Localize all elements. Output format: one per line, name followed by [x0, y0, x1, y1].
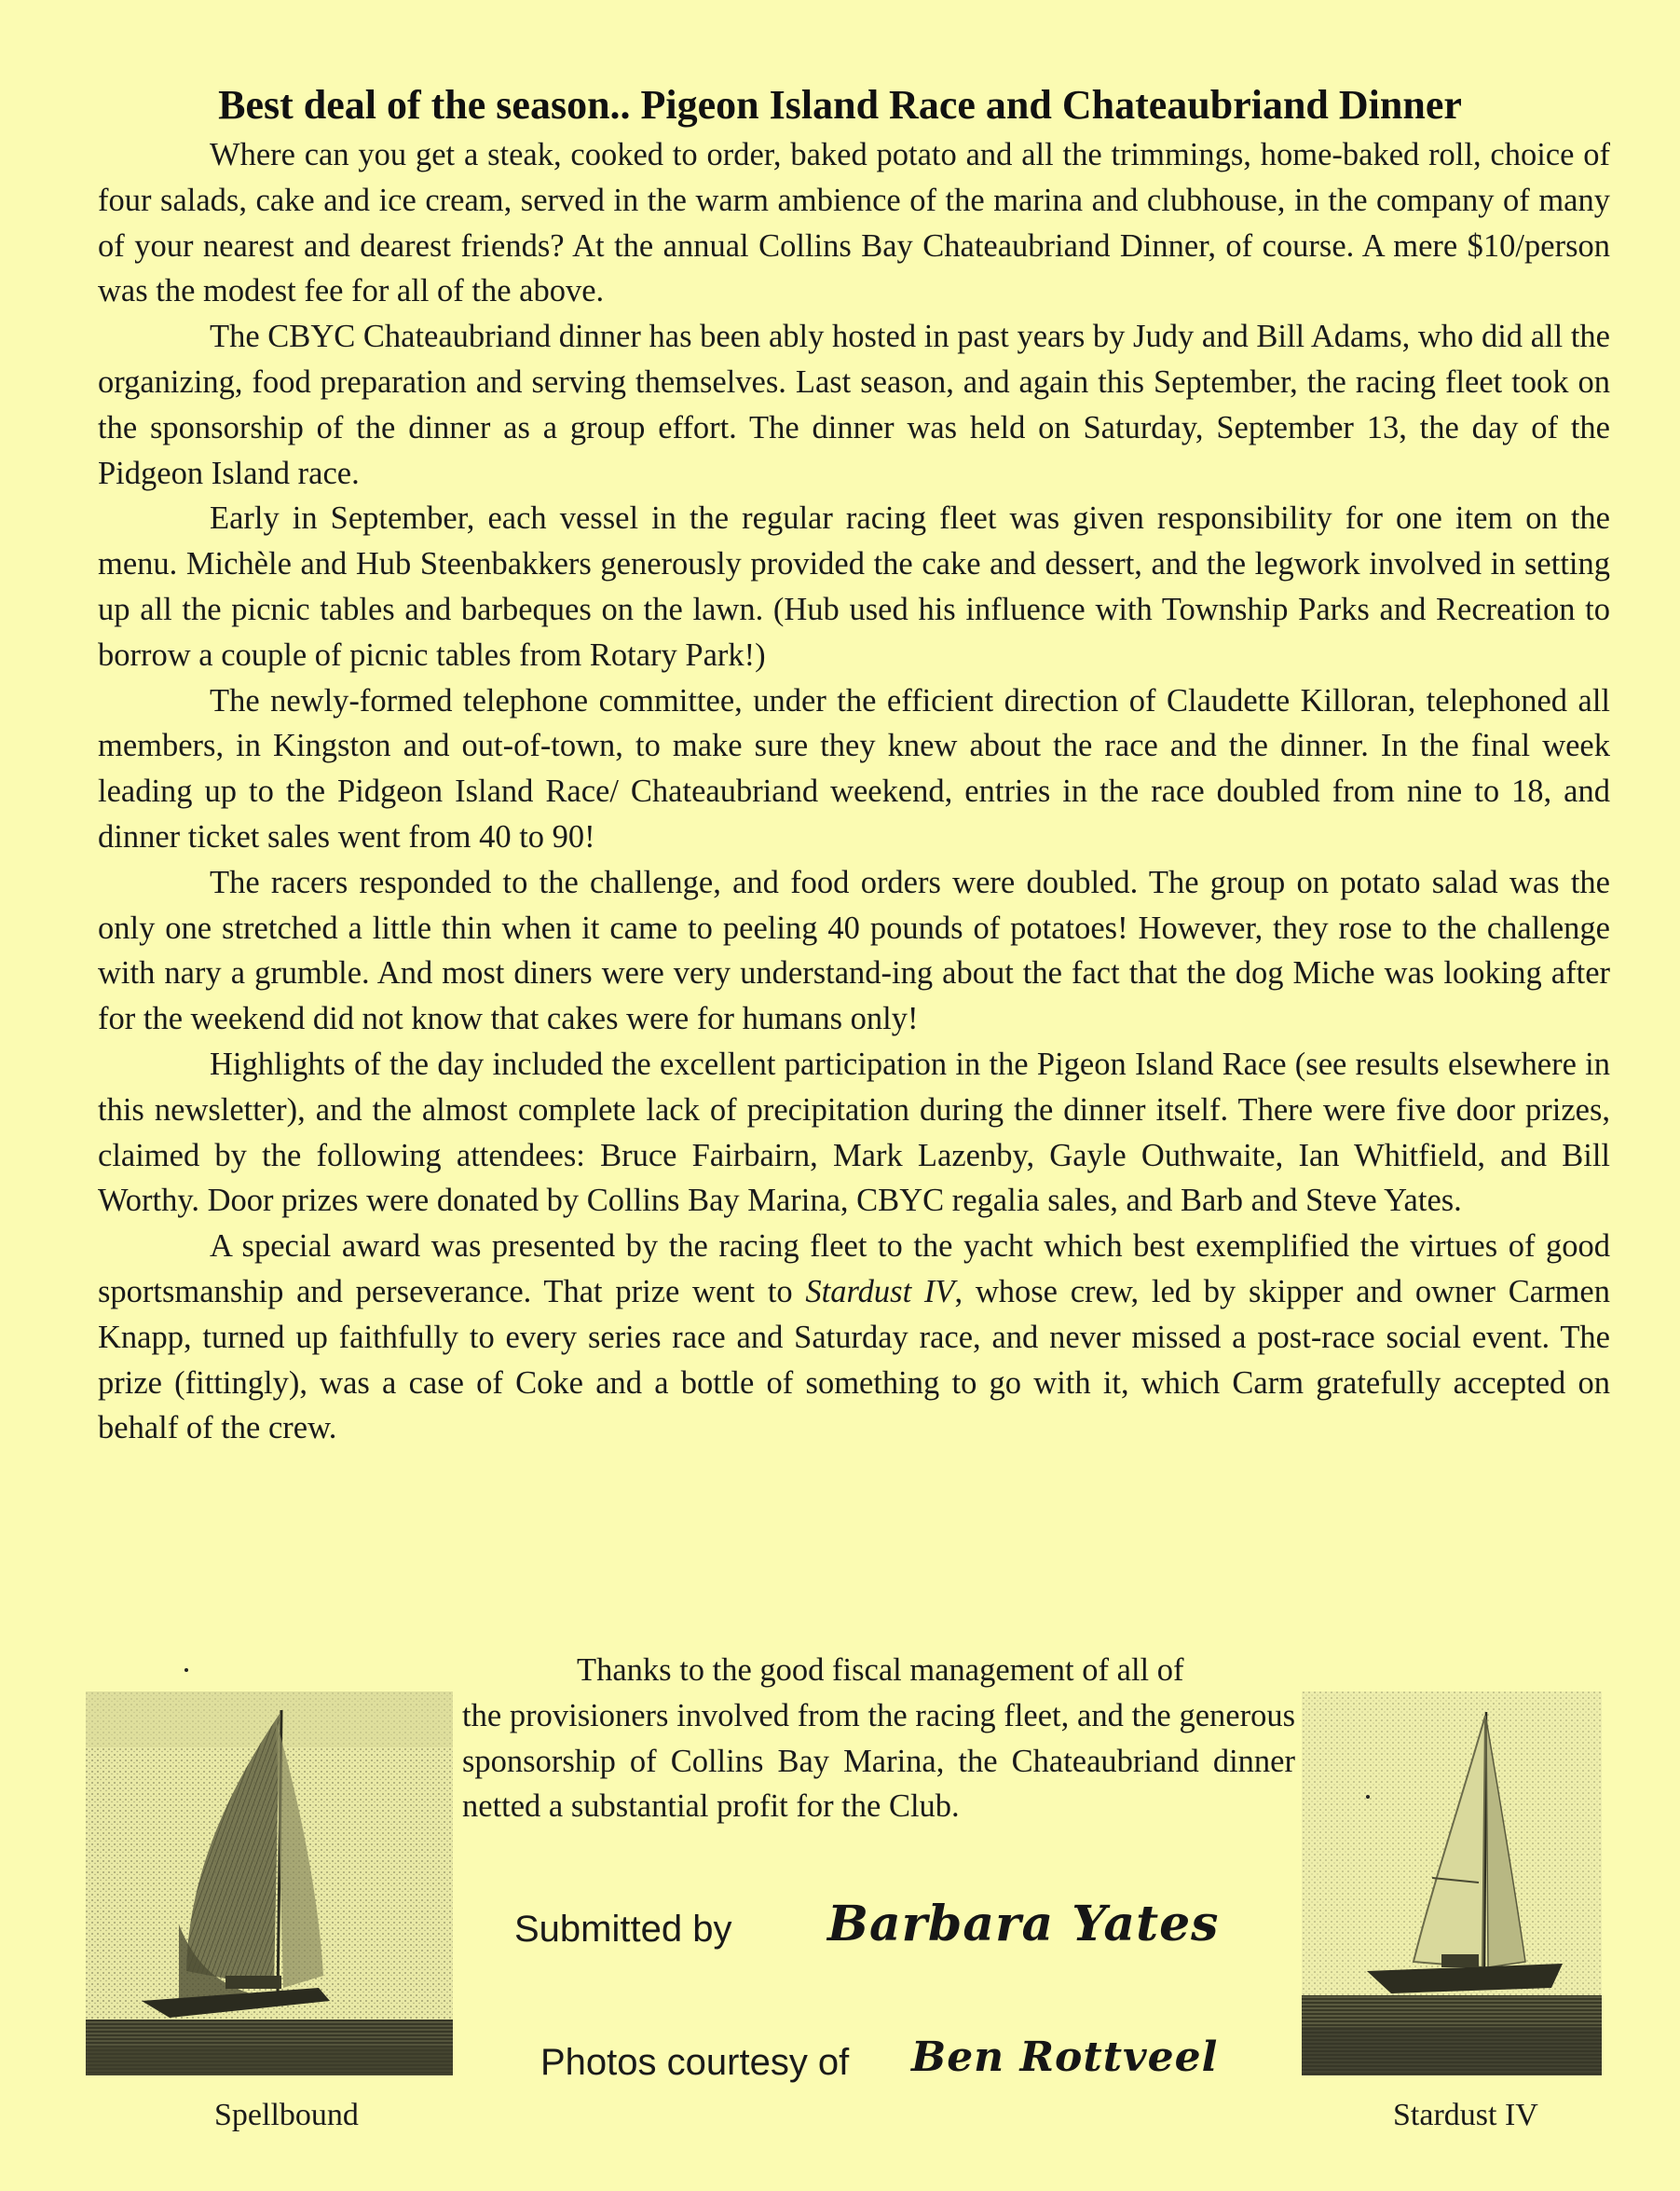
photos-courtesy-label: Photos courtesy of	[540, 2042, 850, 2083]
signature-ben-rottveel: Ben Rottveel	[911, 2034, 1219, 2081]
final-paragraph	[462, 1648, 1295, 1829]
scan-speck	[184, 1668, 188, 1672]
photo-spellbound	[86, 1691, 453, 2075]
photo-caption-right: Stardust IV	[1393, 2098, 1538, 2132]
final-paragraph-first-line: Thanks to the good fiscal management of all of	[577, 1652, 1184, 1688]
paragraph: The racers responded to the challenge, and food orders were doubled. The group on potato salad was the only one stretched a little thin when it came to peeling 40 pounds of potatoes! However, they rose to the challenge with nary a grumble. And most diners were very understand-ing about the fact that the dog Miche was looking after for the weekend did not know that cakes were for humans only!	[98, 864, 1610, 1037]
scan-speck	[1366, 1795, 1370, 1799]
paragraph: Where can you get a steak, cooked to order, baked potato and all the trimmings, home-baked roll, choice of four salads, cake and ice cream, served in the warm ambience of the marina and clubhouse, in the company of many of your nearest and dearest friends? At the annual Collins Bay Chateaubriand Dinner, of course. A mere $10/person was the modest fee for all of the above.	[98, 137, 1610, 309]
award-paragraph	[98, 1224, 1610, 1451]
final-paragraph-rest: the provisioners involved from the racing fleet, and the generous sponsorship of Collins Bay Marina, the Chateaubriand dinner netted a substantial profit for the Club.	[462, 1697, 1295, 1825]
sailboat-photo-right	[1302, 1691, 1602, 2075]
article-body	[98, 132, 1610, 1451]
paragraph: The CBYC Chateaubriand dinner has been ably hosted in past years by Judy and Bill Adams, who did all the organizing, food preparation and serving themselves. Last season, and again this September, the racing fleet took on the sponsorship of the dinner as a group effort. The dinner was held on Saturday, September 13, the day of the Pidgeon Island race.	[98, 319, 1610, 491]
paragraph: Early in September, each vessel in the regular racing fleet was given responsibility for one item on the menu. Michèle and Hub Steenbakkers generously provided the cake and dessert, and the legwork involved in setting up all the picnic tables and barbeques on the lawn. (Hub used his influence with Township Parks and Recreation to borrow a couple of picnic tables from Rotary Park!)	[98, 500, 1610, 673]
article-title: Best deal of the season.. Pigeon Island Race and Chateaubriand Dinner	[218, 82, 1462, 128]
submitted-by-label: Submitted by	[514, 1909, 732, 1950]
photo-caption-left: Spellbound	[214, 2098, 359, 2132]
sailboat-photo-left	[86, 1691, 453, 2075]
paragraph: Highlights of the day included the excellent participation in the Pigeon Island Race (see results elsewhere in this newsletter), and the almost complete lack of precipitation during the dinner itself. There were five door prizes, claimed by the following attendees: Bruce Fairbairn, Mark Lazenby, Gayle Outhwaite, Ian Whitfield, and Bill Worthy. Door prizes were donated by Collins Bay Marina, CBYC regalia sales, and Barb and Steve Yates.	[98, 1046, 1610, 1219]
signature-barbara-yates: Barbara Yates	[827, 1896, 1220, 1952]
award-text-before: A special award was presented by the racing fleet to the yacht which best exemplified the virtues of good sportsmanship and perseverance. That prize went to	[98, 1228, 1610, 1309]
paragraph: The newly-formed telephone committee, under the efficient direction of Claudette Killoran, telephoned all members, in Kingston and out-of-town, to make sure they knew about the race and the dinner. In the final week leading up to the Pidgeon Island Race/ Chateaubriand weekend, entries in the race doubled from nine to 18, and dinner ticket sales went from 40 to 90!	[98, 682, 1610, 855]
award-text-after: , whose crew, led by skipper and owner Carmen Knapp, turned up faithfully to every series race and Saturday race, and never missed a post-race social event. The prize (fittingly), was a case of Coke and a bottle of something to go with it, which Carm gratefully accepted on behalf of the crew.	[98, 1273, 1610, 1446]
photo-stardust-iv	[1302, 1691, 1602, 2075]
yacht-name: Stardust IV	[805, 1273, 955, 1309]
